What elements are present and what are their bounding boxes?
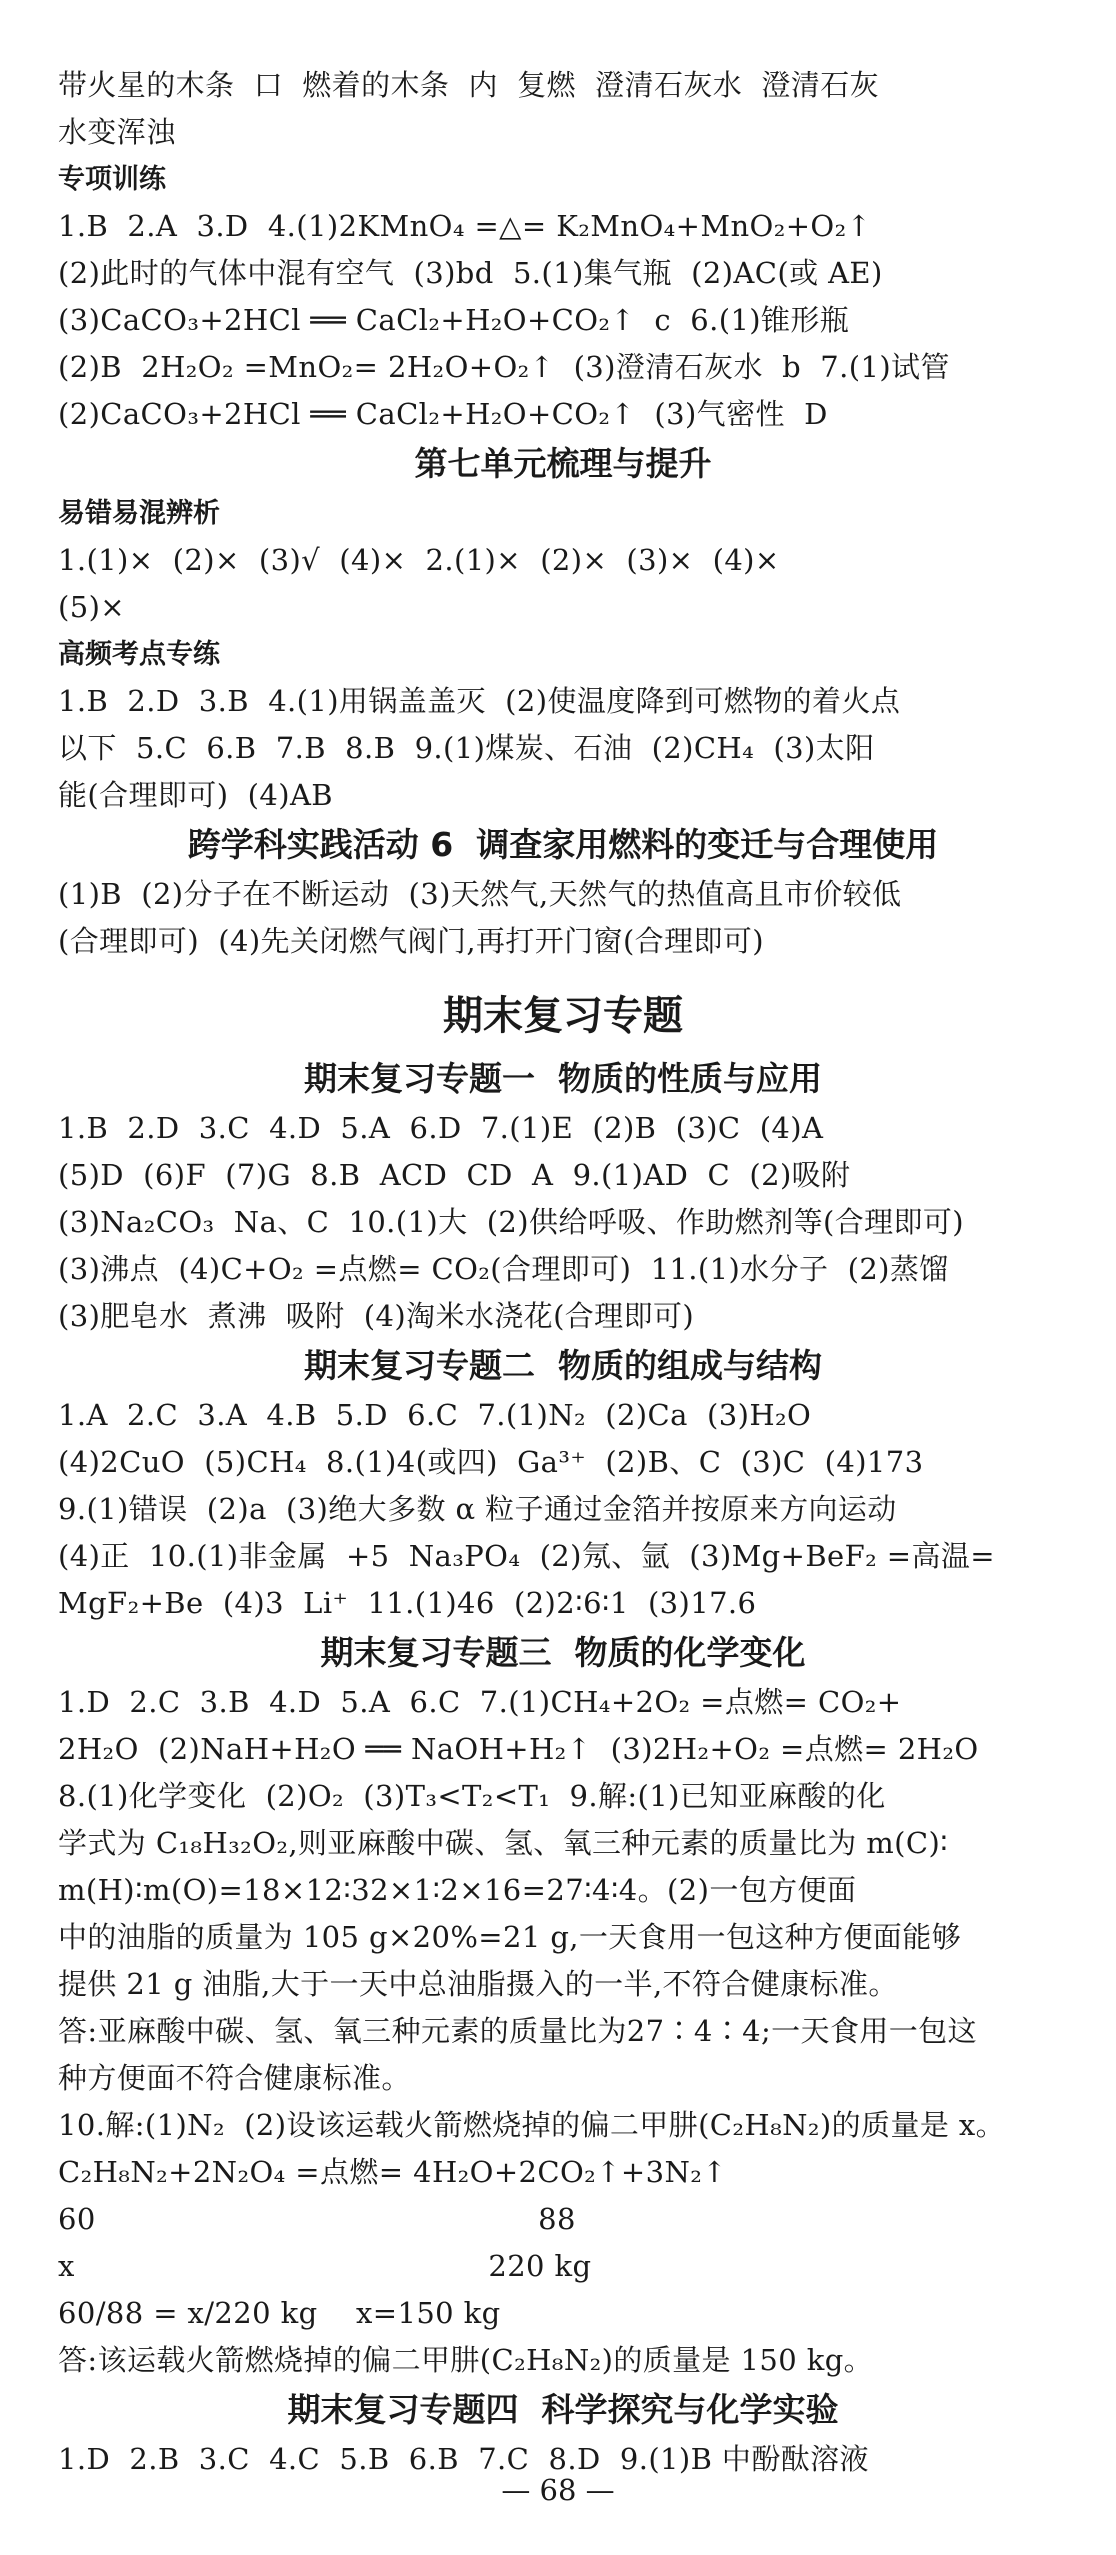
text-line: 1.B 2.A 3.D 4.(1)2KMnO₄ =△= K₂MnO₄+MnO₂+O₂↑ bbox=[58, 209, 872, 243]
text-line: m(H)∶m(O)=18×12∶32×1∶2×16=27∶4∶4。(2)一包方便面 bbox=[58, 1873, 857, 1907]
text-line: 答:该运载火箭燃烧掉的偏二甲肼(C₂H₈N₂)的质量是 150 kg。 bbox=[58, 2343, 874, 2377]
text-line: (4)正 10.(1)非金属 +5 Na₃PO₄ (2)氖、氩 (3)Mg+BeF₂ =高温= bbox=[58, 1539, 995, 1573]
text-line: 9.(1)错误 (2)a (3)绝大多数 α 粒子通过金箔并按原来方向运动 bbox=[58, 1492, 897, 1526]
text-line: (5)D (6)F (7)G 8.B ACD CD A 9.(1)AD C (2)吸附 bbox=[58, 1158, 851, 1192]
text-line: 1.D 2.C 3.B 4.D 5.A 6.C 7.(1)CH₄+2O₂ =点燃= CO₂+ bbox=[58, 1685, 902, 1719]
text-line: 学式为 C₁₈H₃₂O₂,则亚麻酸中碳、氢、氧三种元素的质量比为 m(C)∶ bbox=[58, 1826, 949, 1860]
text-line: 1.B 2.D 3.B 4.(1)用锅盖盖灭 (2)使温度降到可燃物的着火点 bbox=[58, 684, 901, 718]
text-line: 答:亚麻酸中碳、氢、氧三种元素的质量比为27∶4∶4;一天食用一包这 bbox=[58, 2014, 977, 2048]
text-line: 1.D 2.B 3.C 4.C 5.B 6.B 7.C 8.D 9.(1)B 中酚酞溶液 bbox=[58, 2442, 869, 2476]
text-line: 60 88 bbox=[58, 2202, 576, 2236]
text-line: 以下 5.C 6.B 7.B 8.B 9.(1)煤炭、石油 (2)CH₄ (3)太阳 bbox=[58, 731, 875, 765]
text-line: (2)此时的气体中混有空气 (3)bd 5.(1)集气瓶 (2)AC(或 AE) bbox=[58, 256, 883, 290]
text-line: 1.(1)× (2)× (3)√ (4)× 2.(1)× (2)× (3)× (4)× bbox=[58, 543, 780, 577]
text-line: 提供 21 g 油脂,大于一天中总油脂摄入的一半,不符合健康标准。 bbox=[58, 1967, 898, 2001]
section-label: 易错易混辨析 bbox=[58, 498, 220, 529]
text-line: 水变浑浊 bbox=[58, 115, 176, 149]
section-heading: 跨学科实践活动 6 调查家用燃料的变迁与合理使用 bbox=[187, 825, 939, 864]
text-line: 种方便面不符合健康标准。 bbox=[58, 2061, 411, 2095]
section-label: 专项训练 bbox=[58, 164, 166, 195]
page-number: — 68 — bbox=[501, 2473, 615, 2507]
text-line: (3)CaCO₃+2HCl ══ CaCl₂+H₂O+CO₂↑ c 6.(1)锥形瓶 bbox=[58, 303, 850, 337]
section-label: 高频考点专练 bbox=[58, 639, 220, 670]
text-line: MgF₂+Be (4)3 Li⁺ 11.(1)46 (2)2∶6∶1 (3)17.6 bbox=[58, 1586, 757, 1620]
text-line: (3)肥皂水 煮沸 吸附 (4)淘米水浇花(合理即可) bbox=[58, 1299, 695, 1333]
text-line: (合理即可) (4)先关闭燃气阀门,再打开门窗(合理即可) bbox=[58, 924, 764, 958]
section-heading: 第七单元梳理与提升 bbox=[414, 444, 712, 483]
text-line: 8.(1)化学变化 (2)O₂ (3)T₃<T₂<T₁ 9.解:(1)已知亚麻酸的化 bbox=[58, 1779, 886, 1813]
text-line: 1.A 2.C 3.A 4.B 5.D 6.C 7.(1)N₂ (2)Ca (3)H₂O bbox=[58, 1398, 812, 1432]
section-heading: 期末复习专题二 物质的组成与结构 bbox=[304, 1346, 822, 1385]
text-line: 1.B 2.D 3.C 4.D 5.A 6.D 7.(1)E (2)B (3)C (4)A bbox=[58, 1111, 824, 1145]
text-line: 10.解:(1)N₂ (2)设该运载火箭燃烧掉的偏二甲肼(C₂H₈N₂)的质量是 x。 bbox=[58, 2108, 1006, 2142]
text-line: (1)B (2)分子在不断运动 (3)天然气,天然气的热值高且市价较低 bbox=[58, 877, 902, 911]
text-line: (5)× bbox=[58, 590, 125, 624]
answer-page bbox=[58, 62, 1068, 2483]
text-line: 带火星的木条 口 燃着的木条 内 复燃 澄清石灰水 澄清石灰 bbox=[58, 68, 880, 102]
section-heading: 期末复习专题四 科学探究与化学实验 bbox=[287, 2390, 839, 2429]
text-line: 2H₂O (2)NaH+H₂O ══ NaOH+H₂↑ (3)2H₂+O₂ =点燃= 2H₂O bbox=[58, 1732, 979, 1766]
text-line: (2)CaCO₃+2HCl ══ CaCl₂+H₂O+CO₂↑ (3)气密性 D bbox=[58, 397, 828, 431]
text-line: (4)2CuO (5)CH₄ 8.(1)4(或四) Ga³⁺ (2)B、C (3)C (4)173 bbox=[58, 1445, 924, 1479]
text-line: 中的油脂的质量为 105 g×20%=21 g,一天食用一包这种方便面能够 bbox=[58, 1920, 962, 1954]
text-line: (2)B 2H₂O₂ =MnO₂= 2H₂O+O₂↑ (3)澄清石灰水 b 7.(1)试管 bbox=[58, 350, 950, 384]
text-line: (3)沸点 (4)C+O₂ =点燃= CO₂(合理即可) 11.(1)水分子 (2)蒸馏 bbox=[58, 1252, 949, 1286]
text-line: C₂H₈N₂+2N₂O₄ =点燃= 4H₂O+2CO₂↑+3N₂↑ bbox=[58, 2155, 727, 2189]
text-line: 60/88 = x/220 kg x=150 kg bbox=[58, 2296, 501, 2330]
text-line: 能(合理即可) (4)AB bbox=[58, 778, 333, 812]
section-heading: 期末复习专题三 物质的化学变化 bbox=[320, 1633, 806, 1672]
text-line: x 220 kg bbox=[58, 2249, 592, 2283]
section-heading: 期末复习专题一 物质的性质与应用 bbox=[304, 1059, 822, 1098]
section-heading: 期末复习专题 bbox=[443, 993, 683, 1039]
text-line: (3)Na₂CO₃ Na、C 10.(1)大 (2)供给呼吸、作助燃剂等(合理即可) bbox=[58, 1205, 965, 1239]
